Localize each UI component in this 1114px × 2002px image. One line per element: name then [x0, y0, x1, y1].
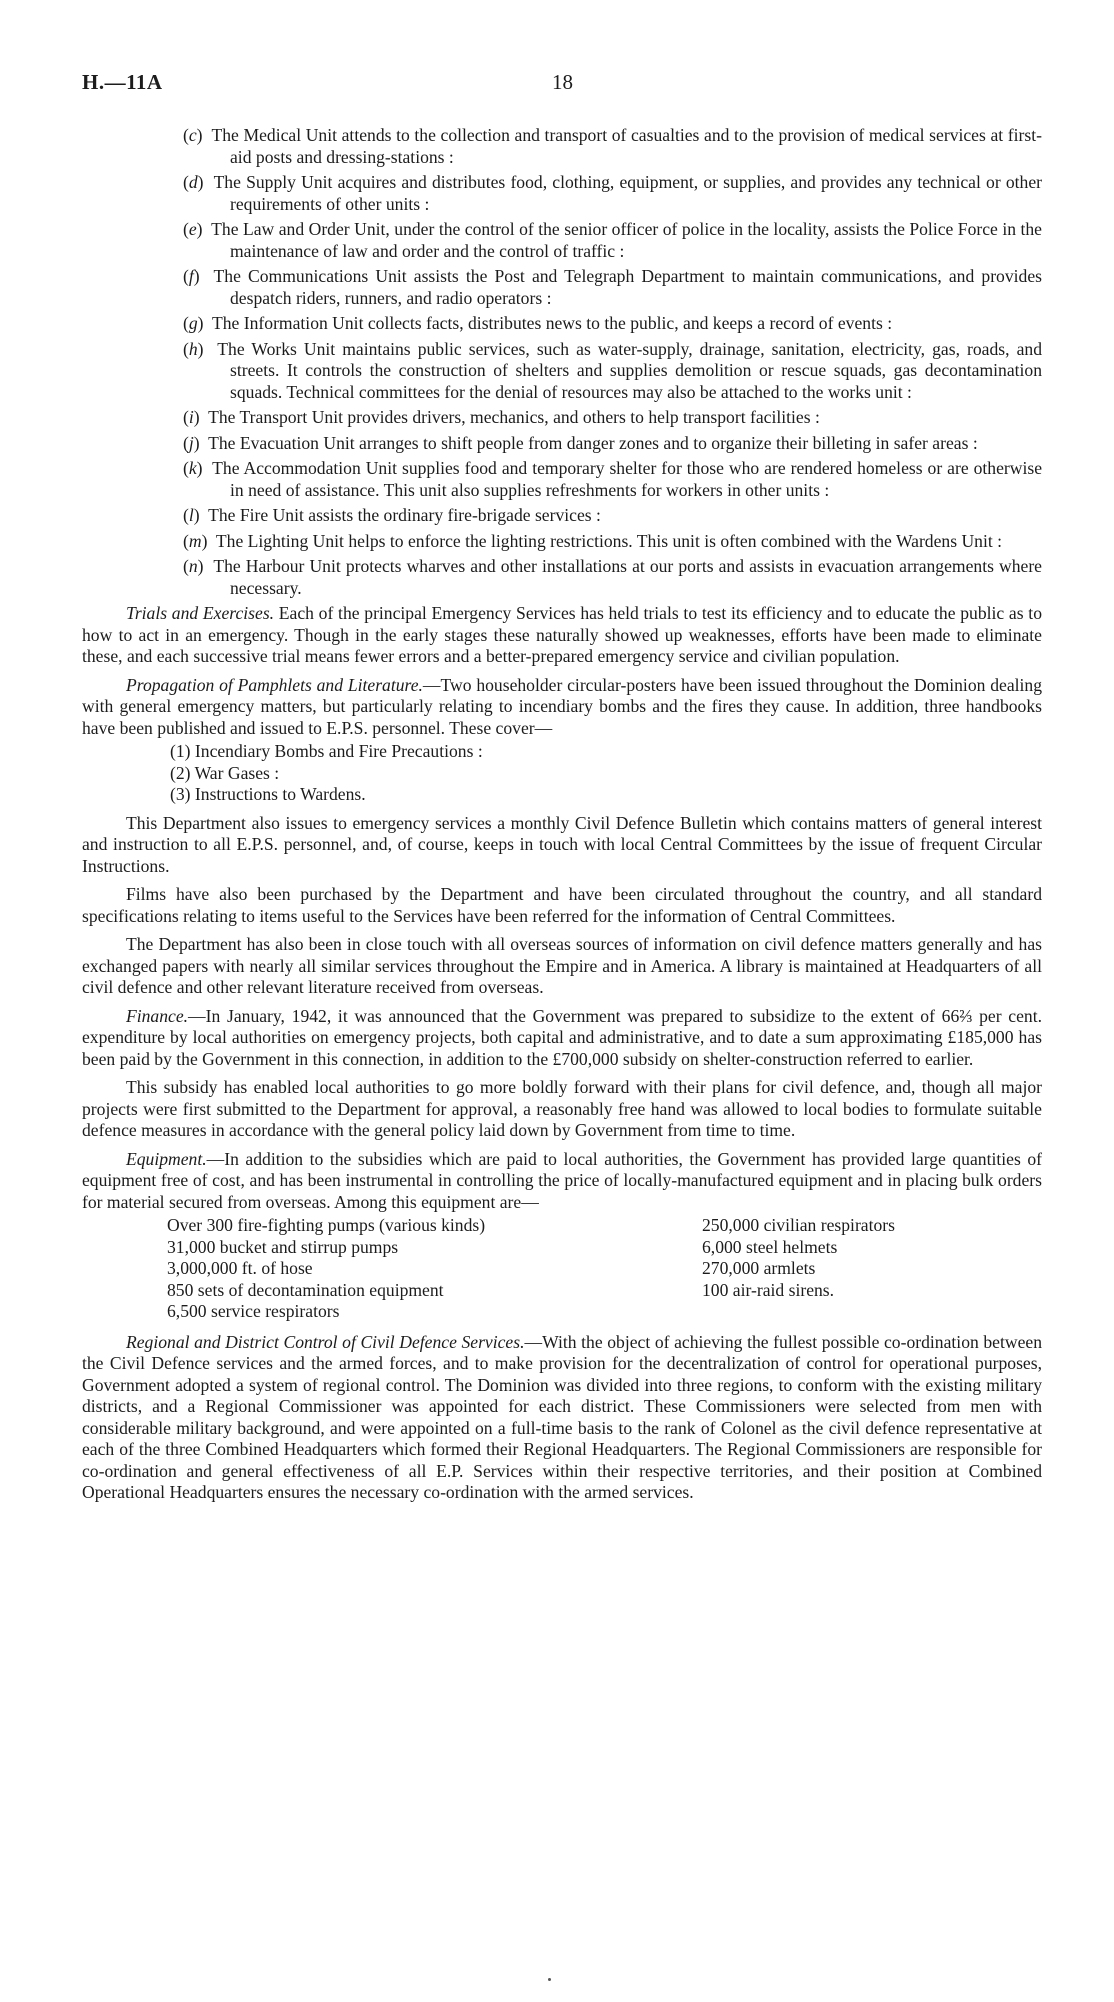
item-text: The Harbour Unit protects wharves and other installations at our ports and assists in evacuation arrangements where necessary.: [213, 556, 1042, 598]
item-text: The Lighting Unit helps to enforce the lighting restrictions. This unit is often combined with the Wardens Unit :: [215, 530, 1003, 551]
finance-paragraph: [82, 1006, 1042, 1071]
list-item: [82, 433, 1042, 455]
list-item: 100 air-raid sirens.: [702, 1279, 835, 1300]
list-item: [82, 339, 1042, 404]
page-header: [82, 70, 1032, 100]
paragraph-text: —In January, 1942, it was announced that the Government was prepared to subsidize to the extent of 66⅔ per cent. expenditure by local authorities on emergency projects, both capital and administrative, and to date a sum approximating £185,000 has been paid by the Government in this connection, in addition to the £700,000 subsidy on shelter-construction referred to earlier.: [82, 1005, 1042, 1069]
list-item: 6,000 steel helmets: [702, 1236, 838, 1257]
list-item: [82, 219, 1042, 262]
equipment-list: [167, 1215, 1042, 1323]
item-text: The Communications Unit assists the Post and Telegraph Department to maintain communications, and provides despatch riders, runners, and radio operators :: [213, 266, 1042, 308]
list-item: [82, 266, 1042, 309]
item-marker: (f): [183, 266, 200, 286]
section-heading: Trials and Exercises.: [126, 603, 275, 623]
paragraph-text: Each of the principal Emergency Services has held trials to test its efficiency and to educate the public as to how to act in an emergency. Though in the early stages these naturally showed up weaknesses, efforts have been made to eliminate these, and each successive trial means fewer errors and a better-prepared emergency service and civilian population.: [82, 603, 1042, 666]
list-item: [82, 458, 1042, 501]
item-marker: (e): [183, 219, 203, 239]
item-marker: (k): [183, 458, 203, 478]
section-heading: Equipment.: [126, 1148, 207, 1169]
item-text: The Fire Unit assists the ordinary fire-brigade services :: [208, 505, 601, 525]
item-text: The Information Unit collects facts, distributes news to the public, and keeps a record of events :: [212, 313, 893, 333]
list-item: (3) Instructions to Wardens.: [170, 784, 366, 804]
section-heading: Propagation of Pamphlets and Literature.: [126, 674, 423, 695]
paragraph-text: —Two householder circular-posters have been issued throughout the Dominion dealing with general emergency matters, but particularly relating to incendiary bombs and the fires they cause. In addition, three handbooks have been published and issued to E.P.S. personnel. These cover—: [82, 674, 1042, 738]
list-item: 3,000,000 ft. of hose: [167, 1258, 313, 1278]
item-marker: (j): [183, 432, 200, 453]
list-item: [82, 172, 1042, 215]
list-item: [82, 531, 1042, 553]
list-item: 31,000 bucket and stirrup pumps: [167, 1236, 399, 1257]
item-marker: (i): [183, 407, 200, 427]
item-marker: (h): [183, 338, 204, 359]
list-item: 270,000 armlets: [702, 1258, 816, 1278]
units-list: [82, 125, 1042, 599]
item-marker: (c): [183, 125, 203, 145]
overseas-paragraph: The Department has also been in close touch with all overseas sources of information on civil defence matters generally and has exchanged papers with nearly all similar services throughout the Empire and in America. A library is maintained at Headquarters of all civil defence and other relevant literature received from overseas.: [82, 934, 1042, 997]
list-item: 250,000 civilian respirators: [702, 1215, 895, 1235]
films-paragraph: Films have also been purchased by the Department and have been circulated throughout the country, and all standard specifications relating to items useful to the Services have been referred for the information of Central Committees.: [82, 884, 1042, 926]
section-heading: Finance.: [126, 1005, 189, 1026]
section-heading: Regional and District Control of Civil Defence Services.: [126, 1331, 525, 1352]
subsidy-paragraph: This subsidy has enabled local authorities to go more boldly forward with their plans for civil defence, and, though all major projects were first submitted to the Department for approval, a reasonably free hand was allowed to local bodies to formulate suitable defence measures in accordance with the general policy laid down by Government from time to time.: [82, 1077, 1042, 1140]
document-reference: H.—11A: [82, 70, 163, 94]
list-item: 6,500 service respirators: [167, 1301, 340, 1321]
list-item: [82, 125, 1042, 168]
item-text: The Transport Unit provides drivers, mechanics, and others to help transport facilities :: [208, 407, 820, 427]
paragraph-text: —In addition to the subsidies which are paid to local authorities, the Government has provided large quantities of equipment free of cost, and has been instrumental in controlling the price of locally-manufactured equipment and in placing bulk orders for material secured from overseas. Among this equipment are—: [82, 1148, 1042, 1212]
regional-paragraph: [82, 1332, 1042, 1504]
page-speck: [548, 1978, 551, 1981]
list-item: (1) Incendiary Bombs and Fire Precautions :: [170, 741, 483, 761]
item-marker: (n): [183, 556, 204, 576]
list-item: [82, 505, 1042, 527]
item-text: The Law and Order Unit, under the control of the senior officer of police in the locality, assists the Police Force in the maintenance of law and order and the control of traffic :: [211, 219, 1042, 261]
list-item: (2) War Gases :: [170, 762, 280, 783]
equipment-paragraph: [82, 1149, 1042, 1214]
equipment-column-right: [702, 1215, 1062, 1323]
equipment-column-left: [167, 1215, 702, 1323]
list-item: 850 sets of decontamination equipment: [167, 1279, 444, 1300]
list-item: [82, 313, 1042, 335]
page-body: [82, 125, 1042, 1511]
list-item: [82, 407, 1042, 429]
handbooks-list: [170, 741, 1042, 806]
bulletin-paragraph: This Department also issues to emergency services a monthly Civil Defence Bulletin which contains matters of general interest and instruction to all E.P.S. personnel, and, of course, keeps in touch with local Central Committees by the issue of frequent Circular Instructions.: [82, 812, 1042, 876]
item-text: The Supply Unit acquires and distributes food, clothing, equipment, or supplies, and provides any technical or other requirements of other units :: [213, 172, 1042, 214]
list-item: Over 300 fire-fighting pumps (various kinds): [167, 1215, 486, 1235]
paragraph-text: —With the object of achieving the fullest possible co-ordination between the Civil Defence services and the armed forces, and to make provision for the decentralization of control for operational purposes, Government adopted a system of regional control. The Dominion was divided into three regions, to conform with the existing military districts, and a Regional Commissioner was appointed for each district. These Commissioners were selected from men with considerable military background, and were appointed on a full-time basis to the rank of Colonel as the civil defence representative at each of the three Combined Headquarters which formed their Regional Headquarters. The Regional Commissioners are responsible for co-ordination and general effectiveness of all E.P. Services within their respective territories, and their position at Combined Operational Headquarters ensures the necessary co-ordination with the armed services.: [82, 1331, 1042, 1502]
item-text: The Evacuation Unit arranges to shift people from danger zones and to organize their billeting in safer areas :: [208, 432, 978, 453]
item-text: The Works Unit maintains public services, such as water-supply, drainage, sanitation, electricity, gas, roads, and streets. It controls the construction of shelters and supplies demolition or rescue squads, gas decontamination squads. Technical committees for the denial of resources may also be attached to the works unit :: [217, 338, 1042, 402]
item-marker: (g): [183, 313, 204, 333]
item-text: The Accommodation Unit supplies food and temporary shelter for those who are rendered homeless or are otherwise in need of assistance. This unit also supplies refreshments for workers in other units :: [212, 458, 1043, 500]
item-text: The Medical Unit attends to the collection and transport of casualties and to the provision of medical services at first-aid posts and dressing-stations :: [211, 125, 1042, 167]
list-item: [82, 556, 1042, 599]
propagation-paragraph: [82, 675, 1042, 740]
trials-paragraph: [82, 603, 1042, 668]
item-marker: (l): [183, 505, 200, 525]
item-marker: (m): [183, 530, 208, 551]
item-marker: (d): [183, 172, 204, 192]
page-number: 18: [552, 70, 573, 94]
